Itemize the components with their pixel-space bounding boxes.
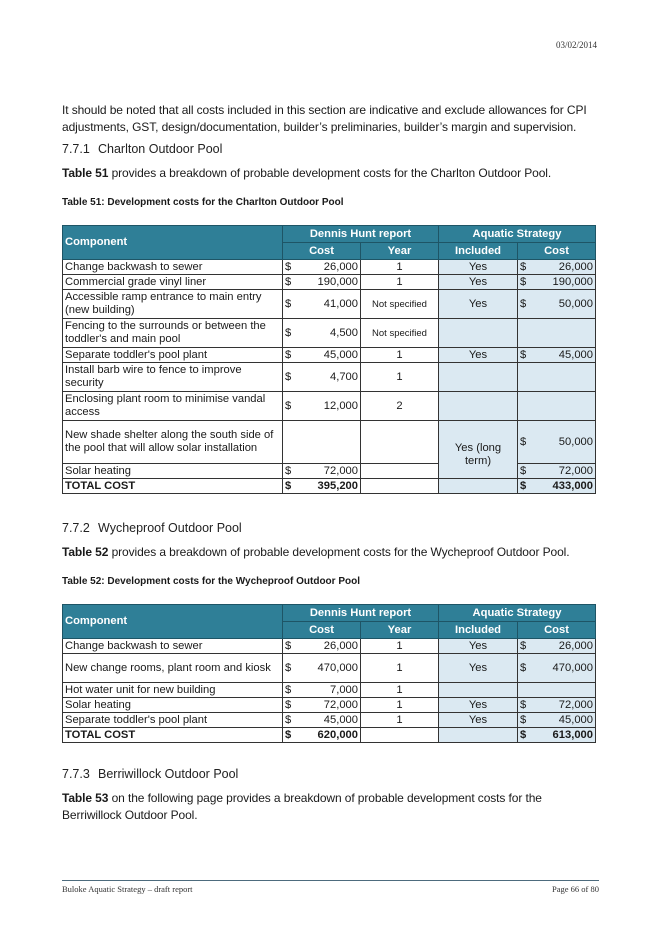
reference-text: provides a breakdown of probable development costs for the Wycheproof Outdoor Pool. bbox=[108, 545, 570, 559]
dollar-sign: $ bbox=[285, 661, 292, 674]
header-date: 03/02/2014 bbox=[555, 40, 597, 50]
cell-as-cost: 45,000 bbox=[558, 348, 593, 361]
cell-dh-cost: 7,000 bbox=[330, 683, 358, 696]
header-included: Included bbox=[439, 243, 518, 260]
cell-dh-cost: 12,000 bbox=[323, 399, 358, 412]
table-row bbox=[63, 260, 596, 275]
cell-component: Solar heating bbox=[63, 698, 283, 713]
section-heading-berriwillock bbox=[62, 767, 238, 781]
cell-included bbox=[439, 363, 518, 392]
cell-as-cost: 50,000 bbox=[558, 435, 593, 448]
header-included: Included bbox=[439, 622, 518, 639]
cell-year: Not specified bbox=[361, 319, 439, 348]
cell-dh-cost bbox=[283, 421, 361, 464]
cell-year: 1 bbox=[361, 260, 439, 275]
dollar-sign: $ bbox=[285, 683, 292, 696]
dollar-sign: $ bbox=[520, 275, 527, 288]
dollar-sign: $ bbox=[285, 698, 292, 711]
cell-included bbox=[439, 392, 518, 421]
cell-as-cost: 26,000 bbox=[558, 260, 593, 273]
total-dh-cost: 395,200 bbox=[317, 479, 358, 492]
dollar-sign: $ bbox=[285, 260, 292, 273]
cell-year bbox=[361, 479, 439, 494]
table52 bbox=[62, 604, 596, 743]
footer-rule bbox=[62, 880, 599, 881]
section-title: Charlton Outdoor Pool bbox=[98, 142, 223, 156]
table52-reference bbox=[62, 544, 598, 561]
cell-as-cost: 72,000 bbox=[558, 698, 593, 711]
total-dh-cost: 620,000 bbox=[317, 728, 358, 741]
table-row bbox=[63, 348, 596, 363]
section-number: 7.7.3 bbox=[62, 767, 90, 781]
footer-document-title: Buloke Aquatic Strategy – draft report bbox=[62, 884, 193, 894]
cell-year: 2 bbox=[361, 392, 439, 421]
intro-paragraph: It should be noted that all costs included in this section are indicative and exclude allowances for CPI adjustments, GST, design/documentation, builder’s preliminaries, builder’s margin and supervision. bbox=[62, 103, 587, 134]
dollar-sign: $ bbox=[520, 698, 527, 711]
dollar-sign: $ bbox=[285, 399, 292, 412]
header-component: Component bbox=[63, 605, 283, 639]
table-row bbox=[63, 421, 596, 464]
dollar-sign: $ bbox=[520, 435, 527, 448]
cell-dh-cost: 26,000 bbox=[323, 639, 358, 652]
header-aquatic-strategy: Aquatic Strategy bbox=[439, 605, 596, 622]
table53-reference bbox=[62, 790, 592, 824]
cell-dh-cost: 41,000 bbox=[323, 297, 358, 310]
dollar-sign: $ bbox=[285, 479, 292, 492]
table-row bbox=[63, 319, 596, 348]
cell-included bbox=[439, 683, 518, 698]
cell-component: Change backwash to sewer bbox=[63, 260, 283, 275]
cell-component: Accessible ramp entrance to main entry (new building) bbox=[63, 290, 283, 319]
cell-dh-cost: 72,000 bbox=[323, 464, 358, 477]
cell-as-cost bbox=[518, 683, 596, 698]
header-as-cost: Cost bbox=[518, 243, 596, 260]
cell-component: Change backwash to sewer bbox=[63, 639, 283, 654]
reference-text: provides a breakdown of probable development costs for the Charlton Outdoor Pool. bbox=[108, 166, 552, 180]
cell-included: Yes bbox=[439, 275, 518, 290]
cell-included: Yes bbox=[439, 713, 518, 728]
cell-dh-cost: 45,000 bbox=[323, 348, 358, 361]
cell-as-cost: 26,000 bbox=[558, 639, 593, 652]
cell-included: Yes (long term) bbox=[439, 421, 518, 479]
dollar-sign: $ bbox=[520, 464, 527, 477]
table-total-row bbox=[63, 728, 596, 743]
table52-link: Table 52 bbox=[62, 545, 109, 559]
table-row bbox=[63, 713, 596, 728]
footer-page-number: Page 66 of 80 bbox=[552, 884, 599, 894]
cell-component: Hot water unit for new building bbox=[63, 683, 283, 698]
cell-dh-cost: 4,500 bbox=[330, 326, 358, 339]
cell-as-cost: 50,000 bbox=[558, 297, 593, 310]
cell-component: Commercial grade vinyl liner bbox=[63, 275, 283, 290]
total-label: TOTAL COST bbox=[63, 728, 283, 743]
cell-year: 1 bbox=[361, 275, 439, 290]
cell-component: Separate toddler's pool plant bbox=[63, 713, 283, 728]
dollar-sign: $ bbox=[285, 275, 292, 288]
dollar-sign: $ bbox=[285, 728, 292, 741]
cell-included bbox=[439, 319, 518, 348]
cell-dh-cost: 26,000 bbox=[323, 260, 358, 273]
dollar-sign: $ bbox=[520, 479, 527, 492]
cell-year: 1 bbox=[361, 683, 439, 698]
cell-included bbox=[439, 728, 518, 743]
cell-component: Solar heating bbox=[63, 464, 283, 479]
header-dh-cost: Cost bbox=[283, 622, 361, 639]
cell-dh-cost: 190,000 bbox=[317, 275, 358, 288]
table51-link: Table 51 bbox=[62, 166, 109, 180]
cell-component: New change rooms, plant room and kiosk bbox=[63, 654, 283, 683]
table51 bbox=[62, 225, 596, 494]
table-row bbox=[63, 290, 596, 319]
cell-year: 1 bbox=[361, 698, 439, 713]
table-row bbox=[63, 639, 596, 654]
dollar-sign: $ bbox=[285, 639, 292, 652]
dollar-sign: $ bbox=[520, 639, 527, 652]
cell-as-cost bbox=[518, 392, 596, 421]
cell-included bbox=[439, 479, 518, 494]
dollar-sign: $ bbox=[520, 348, 527, 361]
cell-as-cost: 190,000 bbox=[552, 275, 593, 288]
section-title: Berriwillock Outdoor Pool bbox=[98, 767, 239, 781]
header-aquatic-strategy: Aquatic Strategy bbox=[439, 226, 596, 243]
cell-included: Yes bbox=[439, 698, 518, 713]
dollar-sign: $ bbox=[285, 464, 292, 477]
cell-year: 1 bbox=[361, 713, 439, 728]
total-as-cost: 433,000 bbox=[552, 479, 593, 492]
table53-link: Table 53 bbox=[62, 791, 109, 805]
cell-year bbox=[361, 728, 439, 743]
cell-included: Yes bbox=[439, 260, 518, 275]
cell-included: Yes bbox=[439, 348, 518, 363]
table-row bbox=[63, 275, 596, 290]
cell-year: 1 bbox=[361, 639, 439, 654]
header-year: Year bbox=[361, 243, 439, 260]
cell-included: Yes bbox=[439, 639, 518, 654]
section-heading-charlton bbox=[62, 142, 222, 156]
table-row bbox=[63, 363, 596, 392]
section-number: 7.7.2 bbox=[62, 521, 90, 535]
table-row bbox=[63, 654, 596, 683]
cell-component: Install barb wire to fence to improve security bbox=[63, 363, 283, 392]
header-dennis-hunt: Dennis Hunt report bbox=[283, 605, 439, 622]
cell-component: Enclosing plant room to minimise vandal access bbox=[63, 392, 283, 421]
reference-text: on the following page provides a breakdown of probable development costs for the Berriwillock Outdoor Pool. bbox=[62, 791, 542, 822]
dollar-sign: $ bbox=[285, 713, 292, 726]
cell-as-cost bbox=[518, 363, 596, 392]
section-number: 7.7.1 bbox=[62, 142, 90, 156]
cell-year bbox=[361, 464, 439, 479]
cell-dh-cost: 45,000 bbox=[323, 713, 358, 726]
cell-year: 1 bbox=[361, 654, 439, 683]
cell-year bbox=[361, 421, 439, 464]
total-label: TOTAL COST bbox=[63, 479, 283, 494]
cell-as-cost: 470,000 bbox=[552, 661, 593, 674]
header-component: Component bbox=[63, 226, 283, 260]
section-heading-wycheproof bbox=[62, 521, 242, 535]
cell-as-cost: 45,000 bbox=[558, 713, 593, 726]
dollar-sign: $ bbox=[520, 713, 527, 726]
cell-year: Not specified bbox=[361, 290, 439, 319]
table51-reference bbox=[62, 165, 598, 182]
dollar-sign: $ bbox=[285, 348, 292, 361]
dollar-sign: $ bbox=[285, 370, 292, 383]
cell-included: Yes bbox=[439, 290, 518, 319]
dollar-sign: $ bbox=[520, 297, 527, 310]
table-row bbox=[63, 392, 596, 421]
cell-year: 1 bbox=[361, 363, 439, 392]
table-row bbox=[63, 698, 596, 713]
header-as-cost: Cost bbox=[518, 622, 596, 639]
cell-component: New shade shelter along the south side of the pool that will allow solar installation bbox=[63, 421, 283, 464]
cell-dh-cost: 470,000 bbox=[317, 661, 358, 674]
table-total-row bbox=[63, 479, 596, 494]
cell-year: 1 bbox=[361, 348, 439, 363]
total-as-cost: 613,000 bbox=[552, 728, 593, 741]
cell-dh-cost: 72,000 bbox=[323, 698, 358, 711]
cell-as-cost: 72,000 bbox=[558, 464, 593, 477]
dollar-sign: $ bbox=[520, 661, 527, 674]
table-row bbox=[63, 683, 596, 698]
dollar-sign: $ bbox=[285, 326, 292, 339]
dollar-sign: $ bbox=[520, 260, 527, 273]
cell-component: Fencing to the surrounds or between the toddler's and main pool bbox=[63, 319, 283, 348]
dollar-sign: $ bbox=[520, 728, 527, 741]
header-dennis-hunt: Dennis Hunt report bbox=[283, 226, 439, 243]
header-year: Year bbox=[361, 622, 439, 639]
section-title: Wycheproof Outdoor Pool bbox=[98, 521, 242, 535]
cell-as-cost bbox=[518, 319, 596, 348]
table51-caption: Table 51: Development costs for the Charlton Outdoor Pool bbox=[62, 197, 344, 208]
cell-dh-cost: 4,700 bbox=[330, 370, 358, 383]
header-dh-cost: Cost bbox=[283, 243, 361, 260]
cell-included: Yes bbox=[439, 654, 518, 683]
cell-component: Separate toddler's pool plant bbox=[63, 348, 283, 363]
table52-caption: Table 52: Development costs for the Wycheproof Outdoor Pool bbox=[62, 576, 360, 587]
dollar-sign: $ bbox=[285, 297, 292, 310]
